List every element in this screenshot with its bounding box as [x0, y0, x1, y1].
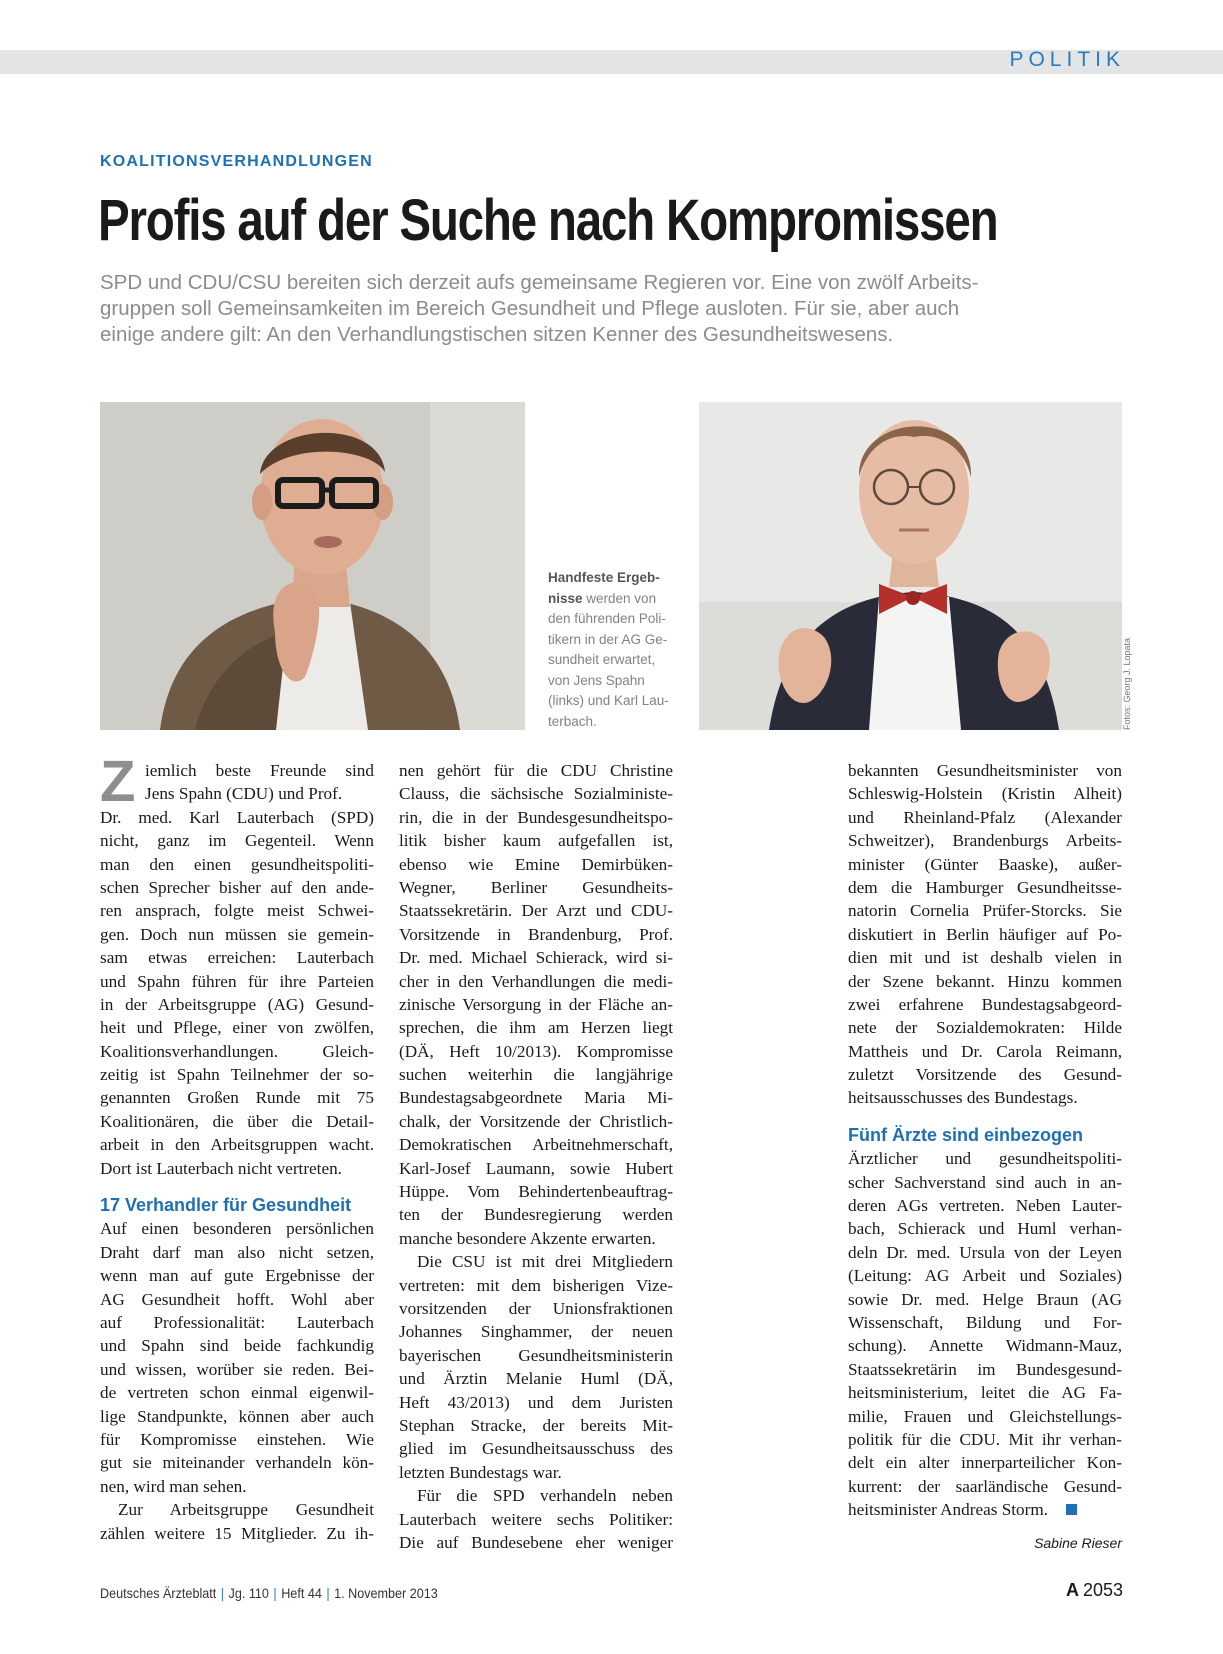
text-line: heitsministerium, leitet die AG Fa- [848, 1383, 1122, 1403]
portrait-illustration-left [100, 402, 525, 730]
caption-text: sundheit erwartet, [548, 652, 656, 667]
article-column-3 [848, 759, 1122, 1522]
text-line: Bundestagsabgeordnete Maria Mi- [399, 1088, 673, 1108]
text-line: Karl-Josef Laumann, sowie Hubert [399, 1158, 673, 1178]
text-line: arbeit in den Arbeitsgruppen wacht. [100, 1135, 374, 1155]
text-line: auf Professionalität: Lauterbach [100, 1312, 374, 1332]
text-line: scher Sachverstand sind auch in an- [848, 1172, 1122, 1192]
caption-text: tikern in der AG Ge- [548, 631, 668, 647]
text-line: rin, die in der Bundesgesundheitspo- [399, 807, 673, 827]
text-line: cher in den Verhandlungen die medi- [399, 971, 673, 991]
text-line: letzten Bundestags war. [399, 1462, 562, 1482]
text-line: man den einen gesundheitspoliti- [100, 854, 374, 874]
caption-text: terbach. [548, 713, 597, 729]
text-line: manche besondere Akzente erwarten. [399, 1228, 656, 1248]
text-line: Draht darf man also nicht setzen, [100, 1242, 374, 1262]
text-line: diskutiert in Berlin häufiger auf Po- [848, 924, 1122, 944]
text-line: dien mit und ist deshalb vielen in [848, 948, 1122, 968]
caption-text: den führenden Poli- [548, 611, 666, 626]
text-line: zählen weitere 15 Mitglieder. Zu ih- [100, 1523, 374, 1543]
text-line: zuletzt Vorsitzende des Gesund- [848, 1065, 1122, 1085]
text-line: minister (Günter Baaske), außer- [848, 854, 1122, 874]
text-line: iemlich beste Freunde sind [145, 761, 374, 780]
text-line: de vertreten schon einmal eigenwil- [100, 1383, 374, 1403]
text-line: heitsausschusses des Bundestags. [848, 1088, 1078, 1108]
text-line: Wegner, Berliner Gesundheits- [399, 877, 673, 897]
text-line: zinische Versorgung in der Fläche an- [399, 994, 673, 1014]
text-line: kurrent: der saarländische Gesund- [848, 1476, 1122, 1496]
lead-line: SPD und CDU/CSU bereiten sich derzeit aufs gemeinsame Regieren vor. Eine von zwölf Arbeits- [100, 271, 979, 294]
footer-separator: | [220, 1585, 225, 1601]
text-line: deln Dr. med. Ursula von der Leyen [848, 1242, 1122, 1262]
text-line: bayerischen Gesundheitsministerin [399, 1345, 673, 1365]
caption-lead: nisse [548, 590, 583, 606]
text-line: gen. Doch nun müssen sie gemein- [100, 924, 374, 944]
text-line: ten der Bundesregierung werden [399, 1205, 673, 1225]
text-line: Mattheis und Dr. Carola Reimann, [848, 1041, 1122, 1061]
text-line: (DÄ, Heft 10/2013). Kompromisse [399, 1041, 673, 1061]
text-line: deren AGs vertreten. Neben Lauter- [848, 1196, 1122, 1216]
text-line: der Szene bekannt. Hinzu kommen [848, 971, 1122, 991]
author-name: Sabine Rieser [1034, 1535, 1122, 1551]
text-line: Jens Spahn (CDU) und Prof. [145, 784, 343, 804]
text-line: vertreten: mit dem bisherigen Vize- [399, 1275, 673, 1295]
text-line: AG Gesundheit hofft. Wohl aber [100, 1289, 374, 1309]
text-line: Johannes Singhammer, der neuen [399, 1322, 673, 1342]
page-prefix: A [1065, 1580, 1079, 1600]
caption-lead: Handfeste Ergeb- [548, 570, 660, 585]
text-line: wenn man auf gute Ergebnisse der [100, 1266, 374, 1286]
lead-line: gruppen soll Gemeinsamkeiten im Bereich Gesundheit und Pflege ausloten. Für sie, aber auch [100, 297, 960, 320]
text-line: Dr. med. Michael Schierack, wird si- [399, 948, 673, 968]
text-line: Zur Arbeitsgruppe Gesundheit [118, 1500, 374, 1520]
text-line: Vorsitzende in Brandenburg, Prof. [399, 924, 673, 944]
text-line: vorsitzenden der Unionsfraktionen [399, 1298, 673, 1318]
text-line: nen, wird man sehen. [100, 1476, 247, 1496]
text-line: in der Arbeitsgruppe (AG) Gesund- [100, 994, 374, 1014]
text-line: nete der Sozialdemokraten: Hilde [848, 1018, 1122, 1038]
text-line: suchen weiterhin die langjährige [399, 1065, 673, 1085]
text-line: Koalitionsverhandlungen. Gleich- [100, 1041, 374, 1061]
caption-text: werden von [582, 590, 657, 606]
article-lead [100, 270, 1110, 348]
text-line: ren ansprach, folgte meist Schwei- [100, 901, 374, 921]
text-line: Hüppe. Vom Behindertenbeauftrag- [399, 1182, 673, 1202]
drop-cap: Z [100, 749, 136, 814]
text-line: Wissenschaft, Bildung und For- [848, 1312, 1122, 1332]
text-line: nen gehört für die CDU Christine [399, 761, 673, 780]
page-footer [100, 1585, 438, 1601]
text-line: und Rheinland-Pfalz (Alexander [848, 807, 1122, 827]
section-label: POLITIK [1009, 48, 1125, 71]
lead-line: einige andere gilt: An den Verhandlungstischen sitzen Kenner des Gesundheitswesens. [100, 323, 894, 346]
text-line: Koalitionären, die über die Detail- [100, 1111, 374, 1131]
photo-caption [548, 568, 678, 732]
journal-volume: Jg. 110 [228, 1585, 269, 1601]
text-line: sowie Dr. med. Helge Braun (AG [848, 1289, 1122, 1309]
footer-separator: | [273, 1585, 277, 1601]
page-number [1066, 1580, 1123, 1601]
text-line: Lauterbach weitere sechs Politiker: [399, 1509, 673, 1529]
photo-credit: Fotos: Georg J. Lopata [1122, 637, 1132, 730]
text-line: ebenso wie Emine Demirbüken- [399, 854, 673, 874]
text-line: Die auf Bundesebene eher weniger [399, 1532, 673, 1552]
caption-text: von Jens Spahn [548, 672, 645, 688]
text-line: Dort ist Lauterbach nicht vertreten. [100, 1158, 342, 1178]
text-line: zwei erfahrene Bundestagsabgeord- [848, 994, 1122, 1014]
text-line: Dr. med. Karl Lauterbach (SPD) [100, 807, 374, 827]
text-line: Staatssekretärin im Bundesgesund- [848, 1359, 1122, 1379]
text-line: Staatssekretärin. Der Arzt und CDU- [399, 901, 673, 921]
journal-name: Deutsches Ärzteblatt [100, 1585, 217, 1601]
subheading-17-verhandler: 17 Verhandler für Gesundheit [100, 1195, 352, 1216]
text-line: und wissen, worüber sie reden. Bei- [100, 1359, 374, 1379]
text-line: Auf einen besonderen persönlichen [100, 1219, 374, 1239]
caption-text: (links) und Karl Lau- [548, 693, 669, 708]
text-line: schung). Annette Widmann-Mauz, [848, 1336, 1122, 1356]
text-line: und Spahn führen für ihre Parteien [100, 971, 374, 991]
article-kicker: KOALITIONSVERHANDLUNGEN [100, 153, 373, 170]
text-line: glied im Gesundheitsausschuss des [399, 1439, 673, 1459]
text-line: delt ein alter innerparteilicher Kon- [848, 1453, 1122, 1473]
text-line: milie, Frauen und Gleichstellungs- [848, 1406, 1122, 1426]
text-line: litik bisher kaum aufgefallen ist, [399, 831, 673, 851]
text-line: gut sie miteinander verhandeln kön- [100, 1453, 374, 1473]
article-column-2 [399, 759, 673, 1554]
text-line: dem die Hamburger Gesundheitsse- [848, 877, 1122, 897]
journal-issue: Heft 44 [281, 1585, 322, 1601]
text-line: Demokratischen Arbeitnehmerschaft, [399, 1135, 673, 1155]
text-line: schen Sprecher bisher auf den ande- [100, 877, 374, 897]
text-line: Schweitzer), Brandenburgs Arbeits- [848, 831, 1122, 851]
text-line: lige Standpunkte, können aber auch [100, 1406, 374, 1426]
text-line: natorin Cornelia Prüfer-Storcks. Sie [848, 901, 1122, 921]
text-line: für Kompromisse einstehen. Wie [100, 1429, 374, 1449]
text-line: bekannten Gesundheitsminister von [848, 761, 1122, 780]
text-line: Stephan Stracke, der bereits Mit- [399, 1415, 673, 1435]
photo-karl-lauterbach [699, 402, 1122, 730]
text-line: und Spahn sind beide fachkundig [100, 1336, 374, 1356]
text-line: Clauss, die sächsische Sozialministe- [399, 784, 673, 804]
footer-separator: | [326, 1585, 330, 1601]
text-line: heitsminister Andreas Storm. [848, 1500, 1049, 1520]
text-line: nicht, ganz im Gegenteil. Wenn [100, 831, 374, 851]
portrait-illustration-right [699, 402, 1122, 730]
text-line: genannten Großen Runde mit 75 [100, 1088, 374, 1108]
end-mark-icon [1066, 1504, 1077, 1515]
text-line: Ärztlicher und gesundheitspoliti- [848, 1149, 1122, 1169]
photo-jens-spahn [100, 402, 525, 730]
article-headline: Profis auf der Suche nach Kompromissen [98, 188, 998, 253]
text-line: Heft 43/2013) und dem Juristen [399, 1392, 673, 1412]
issue-date: 1. November 2013 [334, 1585, 438, 1601]
text-line: sprechen, die ihm am Herzen liegt [399, 1018, 673, 1038]
subheading-fuenf-aerzte: Fünf Ärzte sind einbezogen [848, 1124, 1084, 1145]
text-line: bach, Schierack und Huml verhan- [848, 1219, 1122, 1239]
text-line: zeitig ist Spahn Teilnehmer der so- [100, 1065, 374, 1085]
text-line: Schleswig-Holstein (Kristin Alheit) [848, 784, 1122, 804]
text-line: (Leitung: AG Arbeit und Soziales) [848, 1266, 1122, 1286]
page-number-value: 2053 [1082, 1580, 1123, 1600]
article-column-1 [100, 749, 374, 1545]
text-line: sam etwas erreichen: Lauterbach [100, 948, 374, 968]
text-line: heit und Pflege, einer von zwölfen, [100, 1018, 374, 1038]
text-line: und Ärztin Melanie Huml (DÄ, [399, 1369, 673, 1389]
text-line: Die CSU ist mit drei Mitgliedern [417, 1252, 673, 1272]
text-line: Für die SPD verhandeln neben [417, 1486, 673, 1506]
text-line: chalk, der Vorsitzende der Christlich- [399, 1111, 673, 1131]
text-line: politik für die CDU. Mit ihr verhan- [848, 1429, 1122, 1449]
